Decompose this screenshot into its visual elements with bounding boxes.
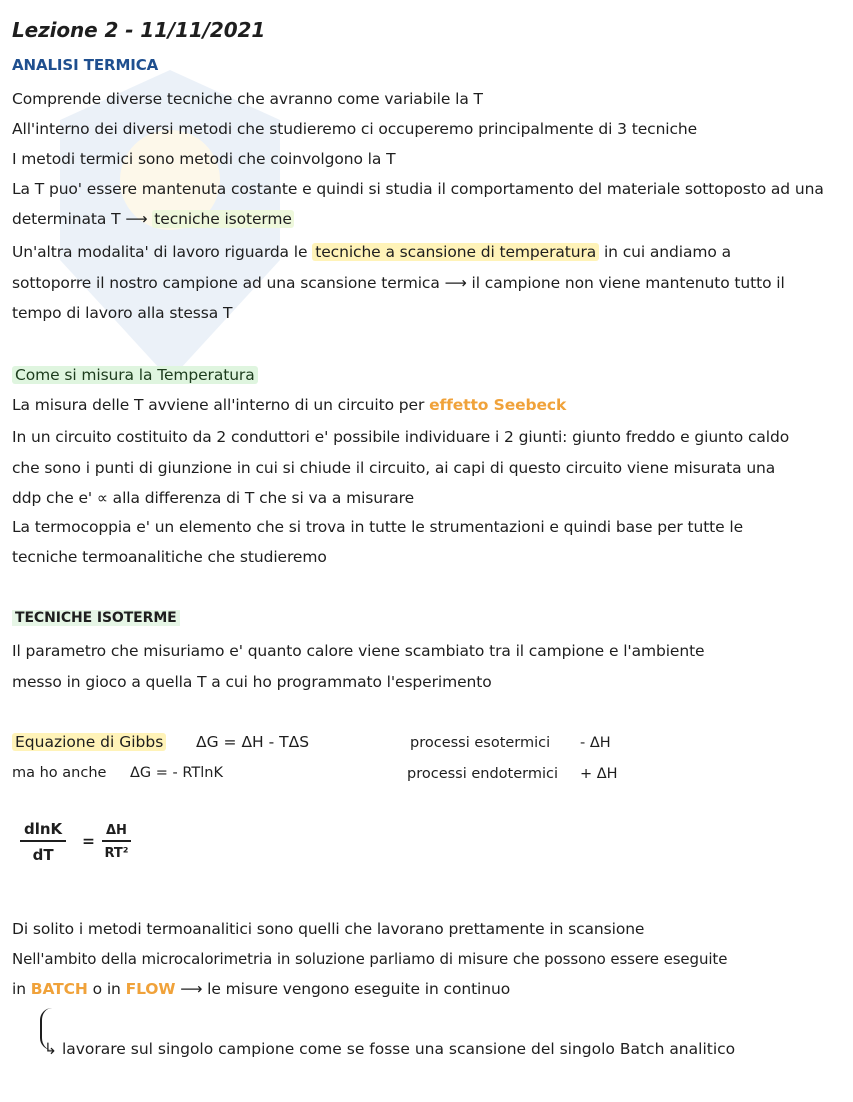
gibbs-prefix: ma ho anche bbox=[12, 765, 107, 781]
highlight-flow: FLOW bbox=[125, 980, 176, 998]
gibbs-equation-2: ΔG = - RTlnK bbox=[130, 765, 223, 781]
gibbs-label bbox=[12, 733, 166, 751]
text-fragment: o in bbox=[92, 980, 121, 998]
fraction-denominator: dT bbox=[32, 846, 54, 864]
page-title: Lezione 2 - 11/11/2021 bbox=[12, 18, 266, 42]
text-line: I metodi termici sono metodi che coinvolgono la T bbox=[12, 150, 396, 168]
text-fragment: in cui andiamo a bbox=[603, 243, 731, 261]
process-exo-label: processi esotermici bbox=[410, 735, 551, 751]
text-line: La T puo' essere mantenuta costante e quindi si studia il comportamento del materiale sottoposto ad una bbox=[12, 180, 824, 198]
text-line: messo in gioco a quella T a cui ho programmato l'esperimento bbox=[12, 673, 492, 691]
text-line: tecniche termoanalitiche che studieremo bbox=[12, 548, 327, 566]
fraction-numerator: ΔH bbox=[102, 823, 131, 842]
return-arrow-icon: ↳ bbox=[44, 1040, 57, 1058]
text-line bbox=[12, 980, 510, 998]
text-line: Di solito i metodi termoanalitici sono quelli che lavorano prettamente in scansione bbox=[12, 920, 645, 938]
sub-note bbox=[44, 1040, 735, 1058]
gibbs-equation: ΔG = ΔH - TΔS bbox=[196, 733, 310, 751]
text-line: tempo di lavoro alla stessa T bbox=[12, 304, 233, 322]
text-line: Nell'ambito della microcalorimetria in soluzione parliamo di misure che possono essere eseguite bbox=[12, 950, 728, 968]
equals-sign: = bbox=[82, 832, 95, 850]
process-exo-sign: - ΔH bbox=[580, 735, 611, 751]
section-heading-temperatura bbox=[12, 366, 258, 384]
text-fragment: La misura delle T avviene all'interno di un circuito per bbox=[12, 396, 425, 414]
text-line: La termocoppia e' un elemento che si trova in tutte le strumentazioni e quindi base per tutte le bbox=[12, 518, 744, 536]
text-fragment: il campione non viene mantenuto tutto il bbox=[471, 274, 785, 292]
arrow-icon: ⟶ bbox=[444, 274, 467, 292]
text-line: All'interno dei diversi metodi che studieremo ci occuperemo principalmente di 3 tecniche bbox=[12, 120, 698, 138]
highlight-isoterme: tecniche isoterme bbox=[154, 210, 292, 228]
process-endo-label: processi endotermici bbox=[407, 766, 559, 782]
text-line bbox=[12, 243, 731, 261]
text-fragment: lavorare sul singolo campione come se fosse una scansione del singolo Batch analitico bbox=[61, 1040, 736, 1058]
process-endo-sign: + ΔH bbox=[580, 766, 618, 782]
text-line: Comprende diverse tecniche che avranno come variabile la T bbox=[12, 90, 483, 108]
text-line: che sono i punti di giunzione in cui si chiude il circuito, ai capi di questo circuito viene misurata una bbox=[12, 459, 776, 477]
text-line: Il parametro che misuriamo e' quanto calore viene scambiato tra il campione e l'ambiente bbox=[12, 642, 705, 660]
text-fragment: in bbox=[12, 980, 26, 998]
fraction-denominator: RT² bbox=[104, 846, 129, 861]
text-fragment: le misure vengono eseguite in continuo bbox=[207, 980, 511, 998]
text-line bbox=[12, 396, 566, 414]
text-line: ddp che e' ∝ alla differenza di T che si va a misurare bbox=[12, 489, 415, 507]
fraction-dlnk-dt bbox=[20, 820, 66, 864]
fraction-dh-rt2 bbox=[102, 823, 131, 861]
heading-highlight: Equazione di Gibbs bbox=[12, 733, 166, 751]
text-fragment: determinata T bbox=[12, 210, 121, 228]
heading-highlight: Come si misura la Temperatura bbox=[12, 366, 258, 384]
highlight-batch: BATCH bbox=[30, 980, 88, 998]
heading-highlight: TECNICHE ISOTERME bbox=[12, 610, 180, 626]
section-heading-isoterme bbox=[12, 610, 180, 626]
text-fragment: Un'altra modalita' di lavoro riguarda le bbox=[12, 243, 308, 261]
text-fragment: sottoporre il nostro campione ad una scansione termica bbox=[12, 274, 440, 292]
arrow-icon: ⟶ bbox=[125, 210, 148, 228]
arrow-icon: ⟶ bbox=[180, 980, 203, 998]
text-line bbox=[12, 210, 294, 228]
fraction-numerator: dlnK bbox=[20, 820, 66, 842]
highlight-scansione: tecniche a scansione di temperatura bbox=[312, 243, 599, 261]
text-line: In un circuito costituito da 2 conduttori e' possibile individuare i 2 giunti: giunto freddo e giunto caldo bbox=[12, 428, 790, 446]
text-line bbox=[12, 274, 785, 292]
section-heading-analisi: ANALISI TERMICA bbox=[12, 56, 159, 74]
highlight-seebeck: effetto Seebeck bbox=[429, 396, 567, 414]
